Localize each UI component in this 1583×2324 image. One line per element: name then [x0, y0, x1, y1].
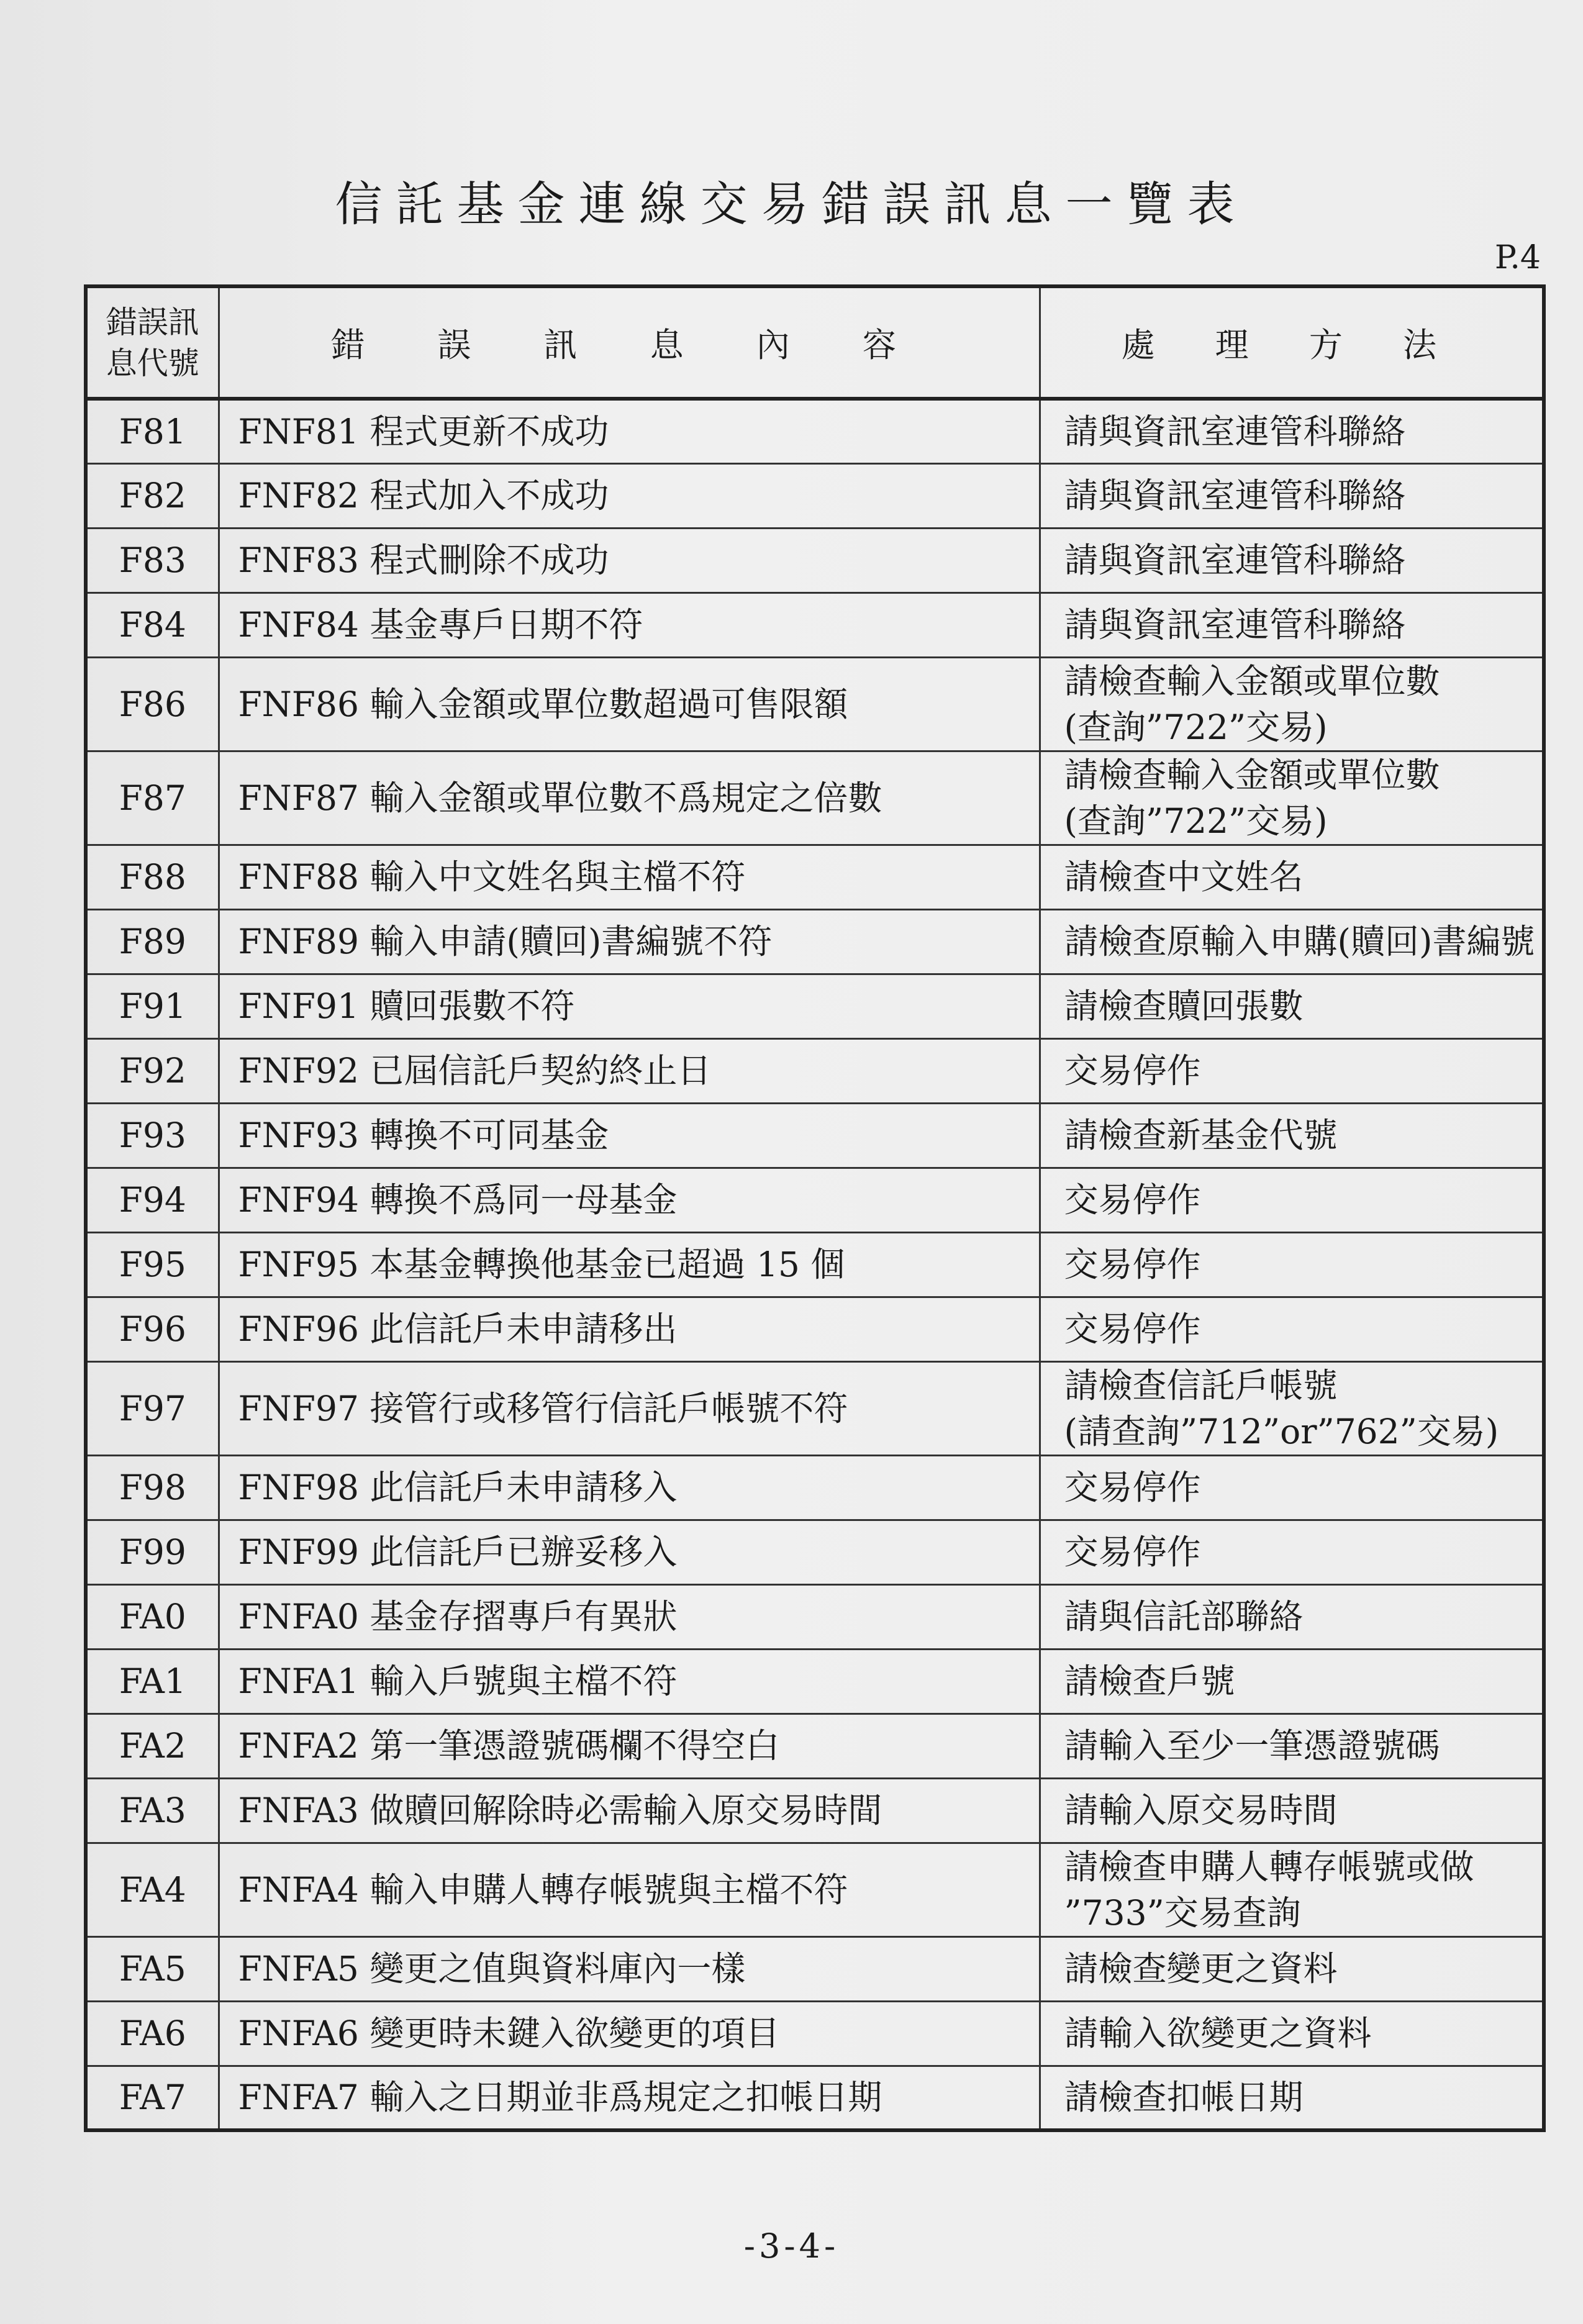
- error-message-cell: FNF88 輸入中文姓名與主檔不符: [219, 845, 1040, 909]
- table-row: [86, 463, 1544, 528]
- page-footer: -3-4-: [743, 2226, 840, 2266]
- action-cell: 交易停作: [1040, 1232, 1544, 1297]
- error-message-cell: FNFA1 輸入戶號與主檔不符: [219, 1649, 1040, 1713]
- error-message-cell: FNFA6 變更時未鍵入欲變更的項目: [219, 2001, 1040, 2066]
- error-code-cell: F88: [86, 845, 219, 909]
- action-cell: 請檢查信託戶帳號 (請查詢”712”or”762”交易): [1040, 1361, 1544, 1455]
- error-code-cell: F91: [86, 974, 219, 1038]
- error-code-cell: F83: [86, 528, 219, 592]
- error-code-cell: F81: [86, 399, 219, 463]
- error-message-cell: FNF87 輸入金額或單位數不爲規定之倍數: [219, 751, 1040, 845]
- error-message-cell: FNF81 程式更新不成功: [219, 399, 1040, 463]
- action-cell: 請檢查原輸入申購(贖回)書編號: [1040, 909, 1544, 974]
- action-cell: 請與資訊室連管科聯絡: [1040, 463, 1544, 528]
- error-code-cell: FA7: [86, 2066, 219, 2130]
- page-label: P.4: [1494, 239, 1541, 276]
- table-row: [86, 657, 1544, 751]
- table-row: [86, 1103, 1544, 1168]
- page-title: 信託基金連線交易錯誤訊息一覽表: [335, 176, 1248, 232]
- error-code-cell: F86: [86, 657, 219, 751]
- table-row: [86, 1649, 1544, 1713]
- error-message-cell: FNFA3 做贖回解除時必需輸入原交易時間: [219, 1778, 1040, 1843]
- error-code-cell: F96: [86, 1297, 219, 1361]
- error-message-cell: FNFA4 輸入申購人轉存帳號與主檔不符: [219, 1843, 1040, 1936]
- error-code-cell: F87: [86, 751, 219, 845]
- table-row: [86, 1584, 1544, 1649]
- action-cell: 請檢查輸入金額或單位數 (查詢”722”交易): [1040, 657, 1544, 751]
- error-message-table: [84, 284, 1546, 2132]
- header-action: 處 理 方 法: [1040, 286, 1544, 399]
- action-cell: 請檢查輸入金額或單位數 (查詢”722”交易): [1040, 751, 1544, 845]
- action-cell: 請檢查贖回張數: [1040, 974, 1544, 1038]
- error-message-cell: FNF86 輸入金額或單位數超過可售限額: [219, 657, 1040, 751]
- error-message-cell: FNFA0 基金存摺專戶有異狀: [219, 1584, 1040, 1649]
- action-cell: 請檢查扣帳日期: [1040, 2066, 1544, 2130]
- action-cell: 請與資訊室連管科聯絡: [1040, 528, 1544, 592]
- table-row: [86, 1168, 1544, 1232]
- action-cell: 請輸入至少一筆憑證號碼: [1040, 1713, 1544, 1778]
- table-row: [86, 1520, 1544, 1584]
- error-code-cell: F82: [86, 463, 219, 528]
- action-cell: 請檢查申購人轉存帳號或做 ”733”交易查詢: [1040, 1843, 1544, 1936]
- error-code-cell: F99: [86, 1520, 219, 1584]
- error-message-cell: FNFA5 變更之值與資料庫內一樣: [219, 1936, 1040, 2001]
- table-row: [86, 1936, 1544, 2001]
- table-row: [86, 592, 1544, 657]
- table-row: [86, 2066, 1544, 2130]
- action-cell: 請輸入原交易時間: [1040, 1778, 1544, 1843]
- table-header-row: [86, 286, 1544, 399]
- header-message: 錯 誤 訊 息 內 容: [219, 286, 1040, 399]
- error-code-cell: FA6: [86, 2001, 219, 2066]
- error-message-cell: FNF99 此信託戶已辦妥移入: [219, 1520, 1040, 1584]
- table-row: [86, 845, 1544, 909]
- action-cell: 請檢查變更之資料: [1040, 1936, 1544, 2001]
- error-code-cell: FA3: [86, 1778, 219, 1843]
- error-code-cell: F94: [86, 1168, 219, 1232]
- action-cell: 交易停作: [1040, 1297, 1544, 1361]
- error-code-cell: F97: [86, 1361, 219, 1455]
- error-message-cell: FNF83 程式刪除不成功: [219, 528, 1040, 592]
- error-message-cell: FNF91 贖回張數不符: [219, 974, 1040, 1038]
- table-row: [86, 1297, 1544, 1361]
- table-row: [86, 1232, 1544, 1297]
- action-cell: 請與資訊室連管科聯絡: [1040, 399, 1544, 463]
- table-row: [86, 1843, 1544, 1936]
- error-message-cell: FNF97 接管行或移管行信託戶帳號不符: [219, 1361, 1040, 1455]
- action-cell: 交易停作: [1040, 1168, 1544, 1232]
- action-cell: 請與信託部聯絡: [1040, 1584, 1544, 1649]
- table-row: [86, 1361, 1544, 1455]
- table-body: [86, 399, 1544, 2130]
- action-cell: 請檢查戶號: [1040, 1649, 1544, 1713]
- header-code: 錯誤訊 息代號: [86, 286, 219, 399]
- error-code-cell: FA1: [86, 1649, 219, 1713]
- error-code-cell: F84: [86, 592, 219, 657]
- error-code-cell: F89: [86, 909, 219, 974]
- action-cell: 交易停作: [1040, 1520, 1544, 1584]
- action-cell: 請輸入欲變更之資料: [1040, 2001, 1544, 2066]
- error-code-cell: FA0: [86, 1584, 219, 1649]
- error-message-cell: FNF95 本基金轉換他基金已超過 15 個: [219, 1232, 1040, 1297]
- action-cell: 請檢查中文姓名: [1040, 845, 1544, 909]
- error-message-cell: FNF96 此信託戶未申請移出: [219, 1297, 1040, 1361]
- error-code-cell: FA5: [86, 1936, 219, 2001]
- action-cell: 請檢查新基金代號: [1040, 1103, 1544, 1168]
- error-message-cell: FNF89 輸入申請(贖回)書編號不符: [219, 909, 1040, 974]
- error-code-cell: F98: [86, 1455, 219, 1520]
- error-code-cell: F92: [86, 1038, 219, 1103]
- table-row: [86, 751, 1544, 845]
- error-message-cell: FNF84 基金專戶日期不符: [219, 592, 1040, 657]
- table-row: [86, 2001, 1544, 2066]
- table-row: [86, 528, 1544, 592]
- action-cell: 交易停作: [1040, 1455, 1544, 1520]
- error-message-cell: FNF98 此信託戶未申請移入: [219, 1455, 1040, 1520]
- table-row: [86, 909, 1544, 974]
- error-message-cell: FNF82 程式加入不成功: [219, 463, 1040, 528]
- error-code-cell: FA4: [86, 1843, 219, 1936]
- error-message-cell: FNF93 轉換不可同基金: [219, 1103, 1040, 1168]
- table-row: [86, 399, 1544, 463]
- error-message-cell: FNFA7 輸入之日期並非爲規定之扣帳日期: [219, 2066, 1040, 2130]
- table-row: [86, 1455, 1544, 1520]
- table-row: [86, 1778, 1544, 1843]
- error-code-cell: FA2: [86, 1713, 219, 1778]
- table-row: [86, 974, 1544, 1038]
- action-cell: 請與資訊室連管科聯絡: [1040, 592, 1544, 657]
- error-message-cell: FNF94 轉換不爲同一母基金: [219, 1168, 1040, 1232]
- action-cell: 交易停作: [1040, 1038, 1544, 1103]
- table-row: [86, 1713, 1544, 1778]
- error-message-cell: FNFA2 第一筆憑證號碼欄不得空白: [219, 1713, 1040, 1778]
- error-code-cell: F93: [86, 1103, 219, 1168]
- table-row: [86, 1038, 1544, 1103]
- error-code-cell: F95: [86, 1232, 219, 1297]
- error-message-cell: FNF92 已屆信託戶契約終止日: [219, 1038, 1040, 1103]
